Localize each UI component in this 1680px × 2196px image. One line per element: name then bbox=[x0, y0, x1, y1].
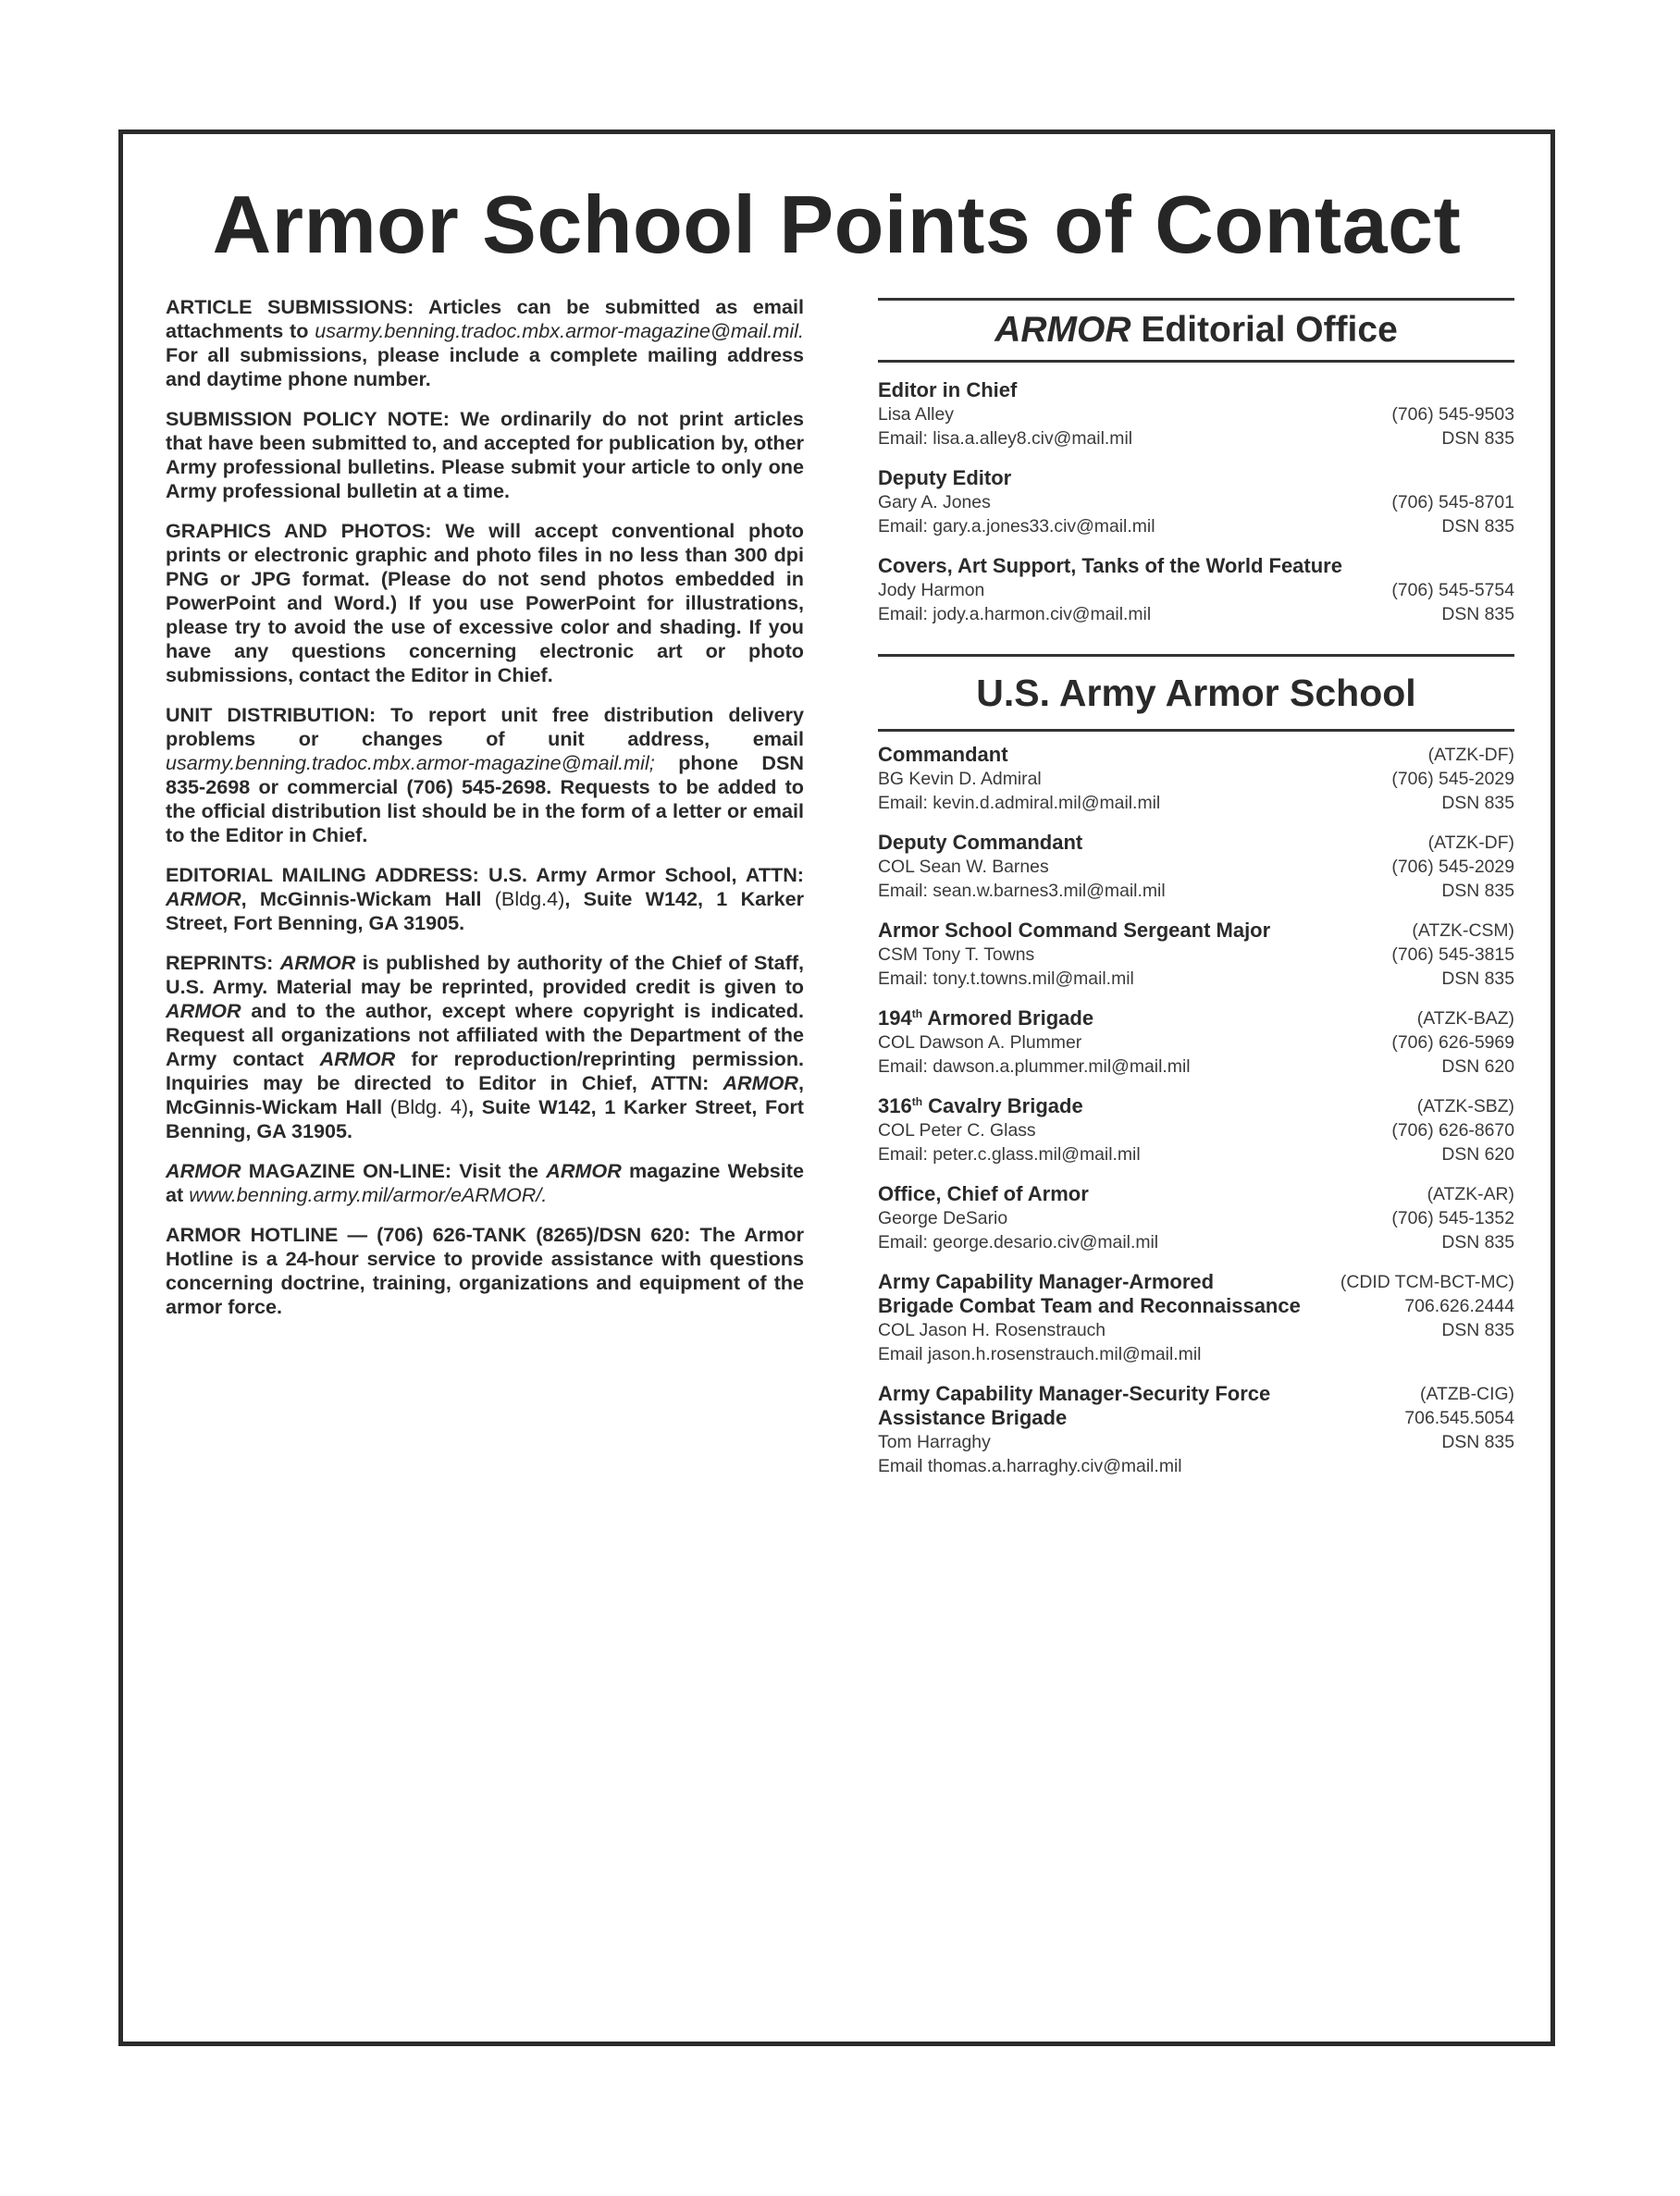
contact-name: BG Kevin D. Admiral bbox=[878, 769, 1042, 789]
armor-school-heading: U.S. Army Armor School bbox=[878, 654, 1514, 732]
office-code: (CDID TCM-BCT-MC) bbox=[1340, 1272, 1514, 1292]
contact-entry bbox=[878, 1182, 1514, 1254]
contact-title: Commandant bbox=[878, 743, 1008, 766]
office-code: (ATZK-BAZ) bbox=[1416, 1008, 1514, 1029]
contact-phone: (706) 545-3815 bbox=[1391, 944, 1514, 965]
contact-email[interactable]: Email: jody.a.harmon.civ@mail.mil bbox=[878, 604, 1152, 624]
contact-name: COL Peter C. Glass bbox=[878, 1120, 1036, 1141]
contact-phone: (706) 545-9503 bbox=[1391, 404, 1514, 425]
page-border bbox=[118, 130, 1555, 2046]
contact-entry bbox=[878, 378, 1514, 450]
contact-entry bbox=[878, 554, 1514, 626]
contact-title: Army Capability Manager-Armored bbox=[878, 1270, 1215, 1293]
contact-dsn: DSN 835 bbox=[1441, 793, 1514, 813]
contact-dsn: DSN 835 bbox=[1441, 881, 1514, 901]
contact-dsn: DSN 835 bbox=[1441, 516, 1514, 537]
contact-name: Tom Harraghy bbox=[878, 1432, 991, 1452]
contact-entry bbox=[878, 1270, 1514, 1366]
mailing-address-paragraph: EDITORIAL MAILING ADDRESS: U.S. Army Armor School, ATTN: ARMOR, McGinnis-Wickam Hall (Bldg.4), Suite W142, 1 Karker Street, Fort Benning, GA 31905. bbox=[166, 863, 804, 934]
office-code: (ATZK-CSM) bbox=[1412, 920, 1514, 941]
contact-entry bbox=[878, 1382, 1514, 1478]
contact-phone: (706) 545-2029 bbox=[1391, 857, 1514, 877]
contact-dsn: DSN 835 bbox=[1441, 1232, 1514, 1252]
contact-name: Gary A. Jones bbox=[878, 492, 991, 512]
contact-entry bbox=[878, 831, 1514, 903]
contact-name: George DeSario bbox=[878, 1208, 1008, 1228]
contact-title-line2: Brigade Combat Team and Reconnaissance bbox=[878, 1294, 1301, 1317]
graphics-photos-paragraph: GRAPHICS AND PHOTOS: We will accept conventional photo prints or electronic graphic and photo files in no less than 300 dpi PNG or JPG format. (Please do not send photos embedded in PowerPoint and Word.) If you use PowerPoint for illustrations, please try to avoid the use of excessive color and shading. If you have any questions concerning electronic art or photo submissions, contact the Editor in Chief. bbox=[166, 519, 804, 686]
contact-phone: (706) 545-2029 bbox=[1391, 769, 1514, 789]
office-code: (ATZK-SBZ) bbox=[1416, 1096, 1514, 1117]
contact-title: Armor School Command Sergeant Major bbox=[878, 919, 1271, 942]
unit-distribution-paragraph: UNIT DISTRIBUTION: To report unit free distribution delivery problems or changes of unit address, email usarmy.benning.tradoc.mbx.armor-magazine@mail.mil; phone DSN 835-2698 or commercial (706) 545-2698. Requests to be added to the official distribution list should be in the form of a letter or email to the Editor in Chief. bbox=[166, 703, 804, 846]
contact-name: Lisa Alley bbox=[878, 404, 954, 425]
contact-email[interactable]: Email: dawson.a.plummer.mil@mail.mil bbox=[878, 1056, 1191, 1077]
website-link[interactable]: www.benning.army.mil/armor/eARMOR/. bbox=[189, 1183, 548, 1206]
contact-entry bbox=[878, 1094, 1514, 1166]
unit-email-link[interactable]: usarmy.benning.tradoc.mbx.armor-magazine@mail.mil; bbox=[166, 751, 655, 774]
contact-phone: (706) 545-1352 bbox=[1391, 1208, 1514, 1228]
contact-title: Deputy Commandant bbox=[878, 831, 1083, 854]
submission-policy-paragraph: SUBMISSION POLICY NOTE: We ordinarily do not print articles that have been submitted to, and accepted for publication by, other Army professional bulletins. Please submit your article to only one Army professional bulletin at a time. bbox=[166, 407, 804, 502]
contact-email[interactable]: Email: kevin.d.admiral.mil@mail.mil bbox=[878, 793, 1161, 813]
contact-dsn: DSN 835 bbox=[1441, 1432, 1514, 1452]
contact-dsn: DSN 835 bbox=[1441, 604, 1514, 624]
contact-email[interactable]: Email: gary.a.jones33.civ@mail.mil bbox=[878, 516, 1155, 537]
contact-phone: 706.626.2444 bbox=[1404, 1296, 1514, 1316]
article-email-link[interactable]: usarmy.benning.tradoc.mbx.armor-magazine@mail.mil. bbox=[315, 319, 804, 342]
editorial-office-heading: ARMOR Editorial Office bbox=[878, 298, 1514, 363]
contact-title: Office, Chief of Armor bbox=[878, 1182, 1089, 1205]
contact-name: COL Dawson A. Plummer bbox=[878, 1032, 1082, 1053]
contact-name: Jody Harmon bbox=[878, 580, 985, 600]
contact-entry bbox=[878, 466, 1514, 538]
submission-info-column bbox=[166, 295, 804, 1335]
office-code: (ATZK-AR) bbox=[1427, 1184, 1514, 1204]
contact-entry bbox=[878, 919, 1514, 991]
contact-dsn: DSN 620 bbox=[1441, 1056, 1514, 1077]
contact-phone: (706) 626-5969 bbox=[1391, 1032, 1514, 1053]
contact-title: 316th Cavalry Brigade bbox=[878, 1094, 1083, 1117]
contact-email[interactable]: Email: peter.c.glass.mil@mail.mil bbox=[878, 1144, 1141, 1165]
contact-name: COL Jason H. Rosenstrauch bbox=[878, 1320, 1106, 1340]
contact-email[interactable]: Email thomas.a.harraghy.civ@mail.mil bbox=[878, 1456, 1182, 1476]
office-code: (ATZK-DF) bbox=[1427, 745, 1514, 765]
contact-title: Deputy Editor bbox=[878, 466, 1012, 489]
contact-entry bbox=[878, 743, 1514, 815]
article-submissions-paragraph: ARTICLE SUBMISSIONS: Articles can be submitted as email attachments to usarmy.benning.tradoc.mbx.armor-magazine@mail.mil. For all submissions, please include a complete mailing address and daytime phone number. bbox=[166, 295, 805, 390]
contact-title: Army Capability Manager-Security Force bbox=[878, 1382, 1271, 1405]
contact-dsn: DSN 835 bbox=[1441, 968, 1514, 989]
contact-dsn: DSN 835 bbox=[1441, 428, 1514, 449]
contact-dsn: DSN 835 bbox=[1441, 1320, 1514, 1340]
contact-email[interactable]: Email: george.desario.civ@mail.mil bbox=[878, 1232, 1159, 1252]
contact-phone: (706) 545-8701 bbox=[1391, 492, 1514, 512]
page-title: Armor School Points of Contact bbox=[212, 179, 1462, 270]
reprints-paragraph: REPRINTS: ARMOR is published by authority of the Chief of Staff, U.S. Army. Material may be reprinted, provided credit is given to ARMOR and to the author, except where copyright is indicated. Request all organizations not affiliated with the Department of the Army contact ARMOR for reproduction/reprinting permission. Inquiries may be directed to Editor in Chief, ATTN: ARMOR, McGinnis-Wickam Hall (Bldg. 4), Suite W142, 1 Karker Street, Fort Benning, GA 31905. bbox=[166, 951, 805, 1142]
hotline-paragraph: ARMOR HOTLINE — (706) 626-TANK (8265)/DSN 620: The Armor Hotline is a 24-hour service to provide assistance with questions concerning doctrine, training, organizations and equipment of the armor force. bbox=[166, 1223, 804, 1318]
contacts-column bbox=[878, 298, 1514, 1494]
contact-title: Editor in Chief bbox=[878, 378, 1018, 401]
contact-name: CSM Tony T. Towns bbox=[878, 944, 1035, 965]
contact-dsn: DSN 620 bbox=[1441, 1144, 1514, 1165]
contact-name: COL Sean W. Barnes bbox=[878, 857, 1049, 877]
contact-email[interactable]: Email: sean.w.barnes3.mil@mail.mil bbox=[878, 881, 1166, 901]
contact-entry bbox=[878, 1006, 1514, 1079]
contact-phone: 706.545.5054 bbox=[1404, 1408, 1514, 1428]
contact-email[interactable]: Email: tony.t.towns.mil@mail.mil bbox=[878, 968, 1134, 989]
contact-title: Covers, Art Support, Tanks of the World Feature bbox=[878, 554, 1342, 577]
office-code: (ATZK-DF) bbox=[1427, 833, 1514, 853]
office-code: (ATZB-CIG) bbox=[1420, 1384, 1514, 1404]
contact-phone: (706) 545-5754 bbox=[1391, 580, 1514, 600]
contact-email[interactable]: Email jason.h.rosenstrauch.mil@mail.mil bbox=[878, 1344, 1202, 1364]
contact-title-line2: Assistance Brigade bbox=[878, 1406, 1068, 1429]
magazine-online-paragraph: ARMOR MAGAZINE ON-LINE: Visit the ARMOR magazine Website at www.benning.army.mil/armor/eARMOR/. bbox=[166, 1159, 804, 1206]
contact-phone: (706) 626-8670 bbox=[1391, 1120, 1514, 1141]
contact-email[interactable]: Email: lisa.a.alley8.civ@mail.mil bbox=[878, 428, 1133, 449]
contact-title: 194th Armored Brigade bbox=[878, 1006, 1094, 1030]
